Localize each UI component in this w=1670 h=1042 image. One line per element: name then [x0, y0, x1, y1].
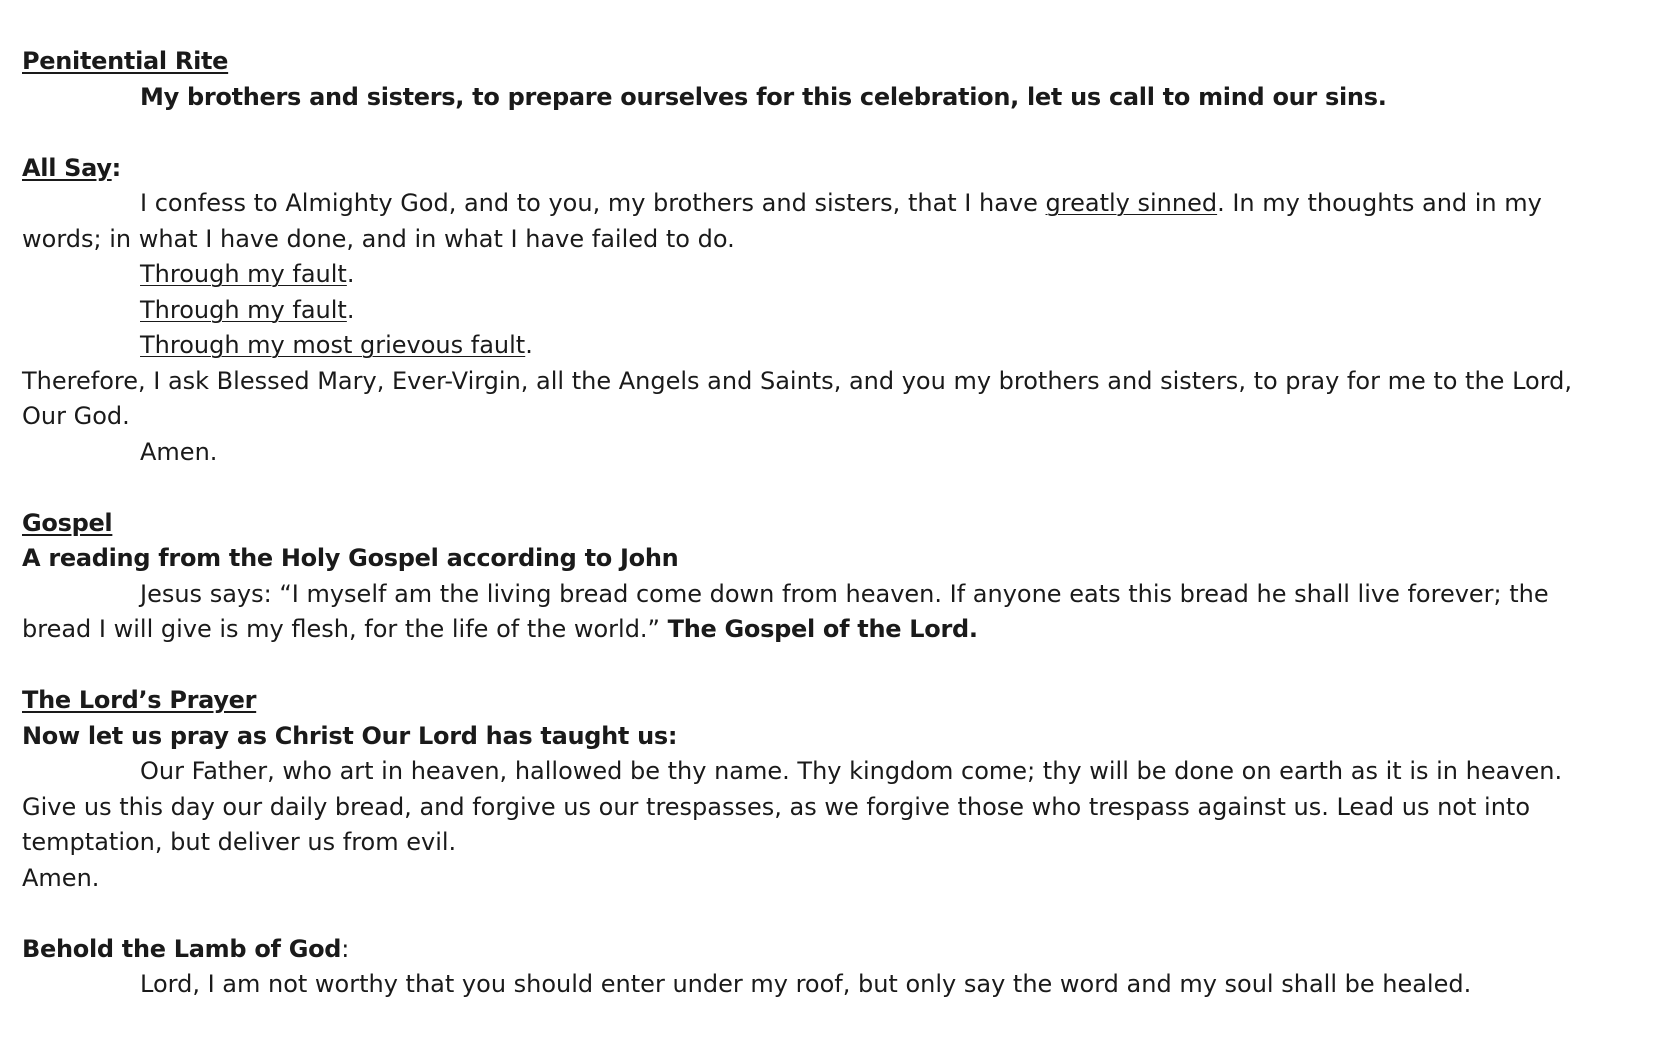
confiteor-text-before: I confess to Almighty God, and to you, my brothers and sisters, that I have	[140, 189, 1046, 217]
gospel-heading: Gospel	[22, 508, 113, 537]
lords-prayer-heading: The Lord’s Prayer	[22, 686, 257, 714]
fault-line-text: Through my fault	[140, 295, 347, 324]
fault-line-end: .	[346, 260, 355, 288]
lamb-of-god-section	[22, 932, 1622, 1003]
confiteor-text	[22, 186, 1622, 257]
fault-line-2	[22, 293, 1622, 329]
all-say-colon: :	[111, 153, 121, 182]
spacer	[22, 470, 1622, 506]
penitential-rite-heading: Penitential Rite	[22, 47, 229, 75]
lamb-heading: Behold the Lamb of God	[22, 934, 342, 963]
lords-prayer-text: Our Father, who art in heaven, hallowed be thy name. Thy kingdom come; thy will be done on earth as it is in heaven. Give us this day our daily bread, and forgive us our trespasses, as we forgive those who trespass against us. Lead us not into temptation, but deliver us from evil.	[22, 757, 1563, 856]
gospel-subheading: A reading from the Holy Gospel according to John	[22, 544, 679, 572]
lamb-text: Lord, I am not worthy that you should enter under my roof, but only say the word and my soul shall be healed.	[140, 970, 1472, 998]
confiteor-amen: Amen.	[140, 437, 218, 466]
spacer	[22, 648, 1622, 684]
fault-line-text: Through my fault	[140, 260, 347, 288]
lords-prayer-amen: Amen.	[22, 863, 100, 892]
gospel-text-body: Jesus says: “I myself am the living bread come down from heaven. If anyone eats this bread he shall live forever; the bread I will give is my flesh, for the life of the world.”	[22, 579, 1549, 643]
greatly-sinned-text: greatly sinned	[1045, 189, 1218, 217]
gospel-closing: The Gospel of the Lord.	[667, 615, 978, 643]
fault-line-1	[22, 257, 1622, 293]
lords-prayer-section	[22, 683, 1622, 896]
document-page	[22, 44, 1622, 1003]
fault-line-3	[22, 328, 1622, 364]
spacer	[22, 115, 1622, 151]
fault-line-text: Through my most grievous fault	[140, 331, 526, 359]
confiteor-section	[22, 151, 1622, 471]
lamb-colon: :	[341, 934, 350, 963]
lords-prayer-subheading: Now let us pray as Christ Our Lord has taught us:	[22, 721, 678, 750]
therefore-text: Therefore, I ask Blessed Mary, Ever-Virgin, all the Angels and Saints, and you my brothers and sisters, to pray for me to the Lord, Our God.	[22, 366, 1573, 430]
all-say-heading: All Say	[22, 153, 112, 182]
fault-line-end: .	[346, 295, 355, 324]
lamb-heading-line	[22, 932, 1622, 968]
spacer	[22, 896, 1622, 932]
gospel-text	[22, 577, 1622, 648]
confiteor-text-after: . In my thoughts and in my words; in what I have done, and in what I have failed to do.	[22, 189, 1542, 253]
fault-line-end: .	[525, 331, 533, 359]
gospel-section	[22, 506, 1622, 648]
penitential-rite-section	[22, 44, 1622, 115]
all-say-heading-line	[22, 151, 1622, 187]
penitential-rite-intro: My brothers and sisters, to prepare ourselves for this celebration, let us call to mind our sins.	[140, 82, 1387, 111]
